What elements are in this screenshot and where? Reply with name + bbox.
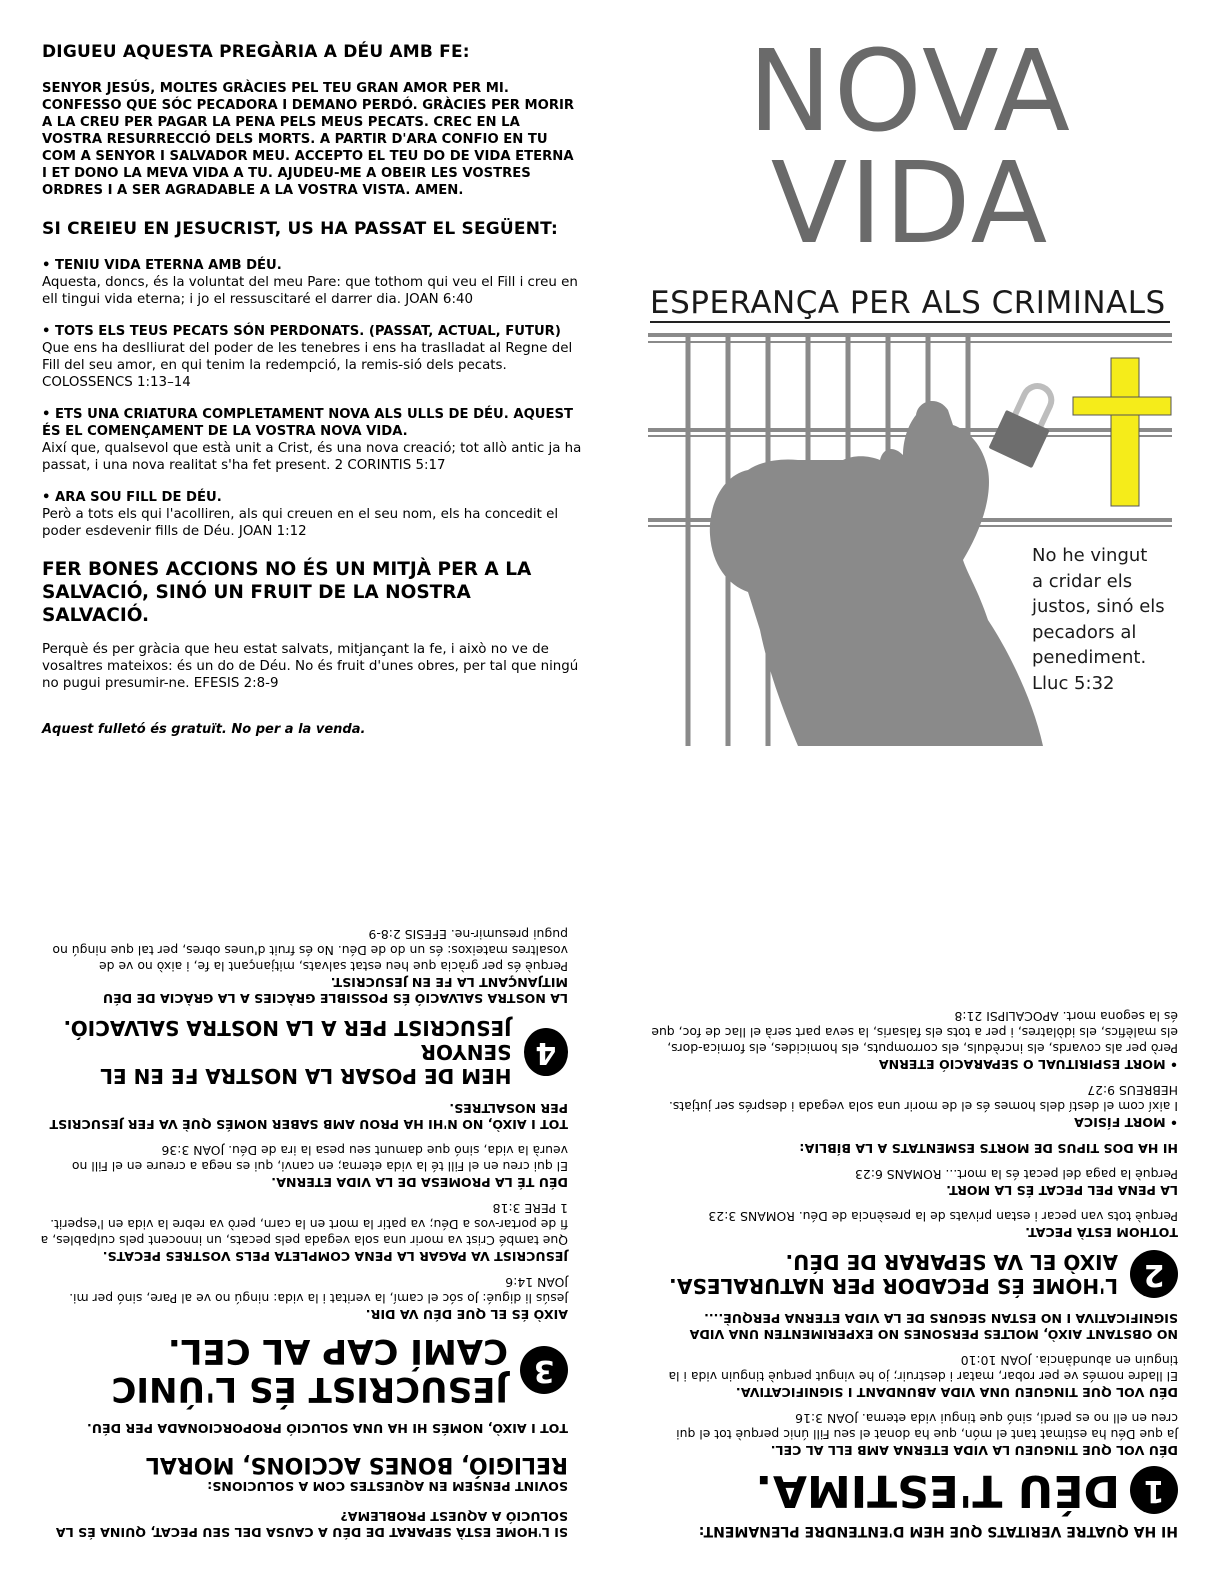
subheading: DÉU VOL QUE TINGUEU LA VIDA ETERNA AMB ELL AL CEL. — [770, 1443, 1178, 1458]
prayer-panel — [42, 42, 582, 737]
free-note: Aquest fulletó és gratuït. No per a la venda. — [42, 722, 366, 737]
subheading: HI HA DOS TIPUS DE MORTS ESMENTATS A LA BÍBLIA: — [799, 1141, 1178, 1156]
subheading: TOTHOM ESTÀ PECAT. — [1025, 1225, 1178, 1240]
scripture: Que també Crist va morir una sola vegada pels pecats, un innocent pels culpables, a fi de portar-vos a Déu; va patir la mort en la carn, però va rebre la vida en l'esperit. 1 PERE 3:18 — [40, 1201, 568, 1248]
believe-heading: SI CREIEU EN JESUCRIST, US HA PASSAT EL SEGÜENT: — [42, 219, 559, 239]
verse-line: a cridar els — [1032, 570, 1133, 592]
section-2-header — [648, 1250, 1178, 1298]
verse-line: penediment. — [1032, 647, 1147, 668]
often-think: SOVINT PENSEM EN AQUESTES COM A SOLUCIONS: — [207, 1479, 568, 1494]
believe-item-text: Aquesta, doncs, és la voluntat del meu Pare: que tothom qui veu el Fill i creu en ell tingui vida eterna; i jo el ressuscitaré el darrer dia. JOAN 6:40 — [42, 275, 578, 307]
believe-item-text: Així que, qualsevol que està unit a Crist, és una nova creació; tot allò antic ja ha passat, i una nova realitat s'ha fet present. 2 CORINTIS 5:17 — [42, 441, 582, 473]
only-solution: TOT I AIXÒ, NOMÉS HI HA UNA SOLUCIÓ PROPORCIONADA PER DÉU. — [87, 1421, 568, 1436]
scripture: Jesús li digué: Jo sóc el camí, la veritat i la vida: ningú no ve al Pare, sinó per mi. JOAN 14:6 — [69, 1275, 568, 1306]
believe-item-text: Però a tots els qui l'acolliren, als qui creuen en el seu nom, els ha concedit el poder esdevenir fills de Déu. JOAN 1:12 — [42, 507, 559, 539]
section-number: 1 — [1130, 1466, 1178, 1514]
believe-item — [42, 257, 582, 308]
prayer-text: SENYOR JESÚS, MOLTES GRÀCIES PEL TEU GRAN AMOR PER MI. CONFESSO QUE SÓC PECADORA I DEMANO PERDÓ. GRÀCIES PER MORIR A LA CREU PER PAGAR LA PENA PELS MEUS PECATS. CREC EN LA VOSTRA RESURRECCIÓ DELS MORTS. A PARTIR D'ARA CONFIO EN TU COM A SENYOR I SALVADOR MEU. ACCEPTO EL TEU DO DE VIDA ETERNA I ET DONO LA MEVA VIDA A TU. AJUDEU-ME A OBEIR LES VOSTRES ORDRES I A SER AGRADABLE A LA VOSTRA VISTA. AMEN. — [42, 81, 575, 198]
subheading: LA NOSTRA SALVACIÓ ÉS POSSIBLE GRÀCIES A LA GRÀCIA DE DÉU MITJANÇANT LA FE EN JESUCRIST. — [102, 975, 568, 1006]
subheading: • MORT FÍSICA — [1074, 1115, 1178, 1130]
verse-line: pecadors al — [1032, 621, 1137, 643]
believe-item — [42, 489, 582, 540]
section-number: 4 — [524, 1028, 568, 1076]
believe-item-title: • ARA SOU FILL DE DÉU. — [42, 490, 222, 505]
verse-line: Lluc 5:32 — [1032, 672, 1115, 694]
back-right-panel — [648, 822, 1178, 1540]
section-heading: DÉU T'ESTIMA. — [755, 1465, 1120, 1516]
scripture: Perquè és per gràcia que heu estat salvats, mitjançant la fe, i això no ve de vosaltres mateixos: és un do de Déu. No és fruit d'unes obres, per tal que ningú no pugui presumir-ne. EFESIS 2:8-9 — [52, 927, 568, 974]
cover-title-line1: NOVA — [747, 27, 1073, 157]
cover-verse — [1032, 543, 1182, 696]
section-number: 2 — [1130, 1250, 1178, 1298]
section-heading: JESUCRIST ÉS L'ÚNIC — [111, 1369, 508, 1409]
verse-line: No he vingut — [1032, 545, 1148, 566]
works-heading: FER BONES ACCIONS NO ÉS UN MITJÀ PER A LA SALVACIÓ, SINÓ UN FRUIT DE LA NOSTRA SALVACIÓ. — [42, 559, 532, 626]
subheading: DÉU VOL QUE TINGUEU UNA VIDA ABUNDANT I SIGNIFICATIVA. — [735, 1385, 1178, 1400]
subtitle-rule — [650, 321, 1170, 323]
verse-line: justos, sinó els — [1032, 596, 1165, 617]
believe-item-title: • TENIU VIDA ETERNA AMB DÉU. — [42, 258, 282, 273]
scripture: El qui creu en el Fill té la vida eterna; en canvi, qui es nega a creure en el Fill no veurà la vida, sinó que damunt seu pesa la ira de Déu. JOAN 3:36 — [71, 1143, 568, 1174]
subheading: • MORT ESPIRITUAL O SEPARACIÓ ETERNA — [878, 1057, 1178, 1072]
scripture: Perquè la paga del pecat és la mort... ROMANS 6:23 — [855, 1167, 1178, 1182]
subheading: TOT I AIXÒ, NO N'HI HA PROU AMB SABER NOMÉS QUÈ VA FER JESUCRIST PER NOSALTRES. — [49, 1101, 568, 1132]
believe-item-text: Que ens ha deslliurat del poder de les tenebres i ens ha traslladat al Regne del Fill del seu amor, en qui tenim la redempció, la remis-sió dels pecats. COLOSSENCS 1:13–14 — [42, 341, 573, 390]
prayer-heading: DIGUEU AQUESTA PREGÀRIA A DÉU AMB FE: — [42, 42, 470, 62]
subheading: JESUCRIST VA PAGAR LA PENA COMPLETA PELS VOSTRES PECATS. — [102, 1249, 568, 1264]
section-heading: JESUCRIST PER A LA NOSTRA SALVACIÓ. — [63, 1016, 512, 1040]
padlock-icon — [988, 377, 1064, 468]
cover-title-line2: VIDA — [770, 139, 1050, 269]
subheading: AIXÒ ÉS EL QUE DÉU VA DIR. — [365, 1307, 568, 1322]
subheading: NO OBSTANT AIXÒ, MOLTES PERSONES NO EXPERIMENTEN UNA VIDA SIGNIFICATIVA I NO ESTAN SEGURS DE LA VIDA ETERNA PERQUÈ.... — [689, 1311, 1178, 1342]
section-4-header — [40, 1016, 568, 1088]
scripture: Perquè tots van pecar i estan privats de la presència de Déu. ROMANS 3:23 — [708, 1209, 1178, 1224]
scripture: El lladre només ve per robar, matar i destruir; jo he vingut perquè tinguin vida i la tinguin en abundància. JOAN 10:10 — [668, 1353, 1178, 1384]
problem-question: SI L'HOME ESTÀ SEPARAT DE DÉU A CAUSA DEL SEU PECAT, QUINA ÉS LA SOLUCIÓ A AQUEST PROBLEMA? — [55, 1509, 568, 1540]
scripture: Ja que Déu ha estimat tant el món, que ha donat el seu Fill únic perquè tot el qui creu en ell no es perdi, sinó que tingui vida eterna. JOAN 3:16 — [676, 1411, 1178, 1442]
works-text: Perquè és per gràcia que heu estat salvats, mitjançant la fe, i això no ve de vosaltres mateixos: és un do de Déu. No és fruit d'unes obres, per tal que ningú no pugui presumir-ne. EFESIS 2:8-9 — [42, 642, 579, 691]
scripture: Però per als covards, els incrèduls, els corromputs, els homicides, els fornica-dors, els malèfics, els idòlatres, i per a tots els falsaris, la seva part serà el llac de foc, que és la segona mort. APOCALIPSI 21:8 — [651, 1009, 1178, 1056]
believe-item — [42, 406, 582, 474]
section-heading: AIXÒ EL VA SEPARAR DE DÉU. — [785, 1250, 1118, 1274]
solutions-list: RELIGIÓ, BONES ACCIONS, MORAL — [145, 1452, 568, 1477]
back-left-panel — [40, 835, 568, 1540]
scripture: I així com el destí dels homes és el de morir una sola vegada i després ser jutjats. HEBREUS 9:27 — [668, 1083, 1178, 1114]
section-3-header — [40, 1332, 568, 1408]
believe-item-title: • TOTS ELS TEUS PECATS SÓN PERDONATS. (PASSAT, ACTUAL, FUTUR) — [42, 324, 561, 339]
section-heading: CAMÍ CAP AL CEL. — [167, 1331, 508, 1371]
believe-item-title: • ETS UNA CRIATURA COMPLETAMENT NOVA ALS ULLS DE DÉU. AQUEST ÉS EL COMENÇAMENT DE LA VOSTRA NOVA VIDA. — [42, 407, 573, 439]
section-number: 3 — [520, 1346, 568, 1394]
prisoner-silhouette — [710, 401, 1043, 746]
subheading: DÉU TÉ LA PROMESA DE LA VIDA ETERNA. — [271, 1175, 568, 1190]
section-1-header — [648, 1466, 1178, 1514]
believe-item — [42, 323, 582, 391]
section-heading: HEM DE POSAR LA NOSTRA FE EN EL SENYOR — [100, 1040, 512, 1088]
intro-heading: HI HA QUATRE VERITATS QUE HEM D'ENTENDRE PLENAMENT: — [698, 1523, 1178, 1539]
subheading: LA PENA PEL PECAT ÉS LA MORT. — [946, 1183, 1178, 1198]
section-heading: L'HOME ÉS PECADOR PER NATURALESA. — [669, 1274, 1118, 1298]
cover-subtitle: ESPERANÇA PER ALS CRIMINALS — [650, 285, 1166, 321]
